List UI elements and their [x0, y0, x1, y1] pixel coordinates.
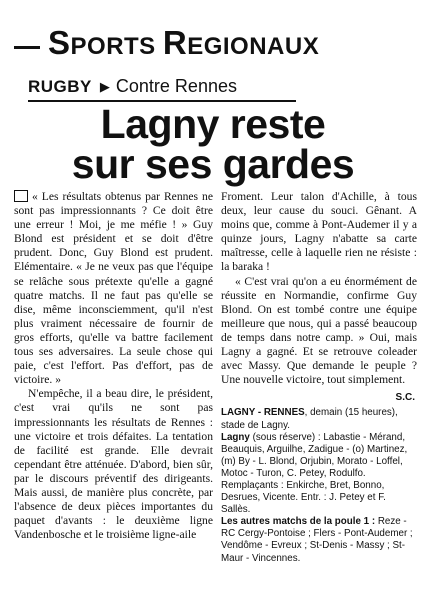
author-signature: S.C. — [395, 392, 415, 404]
headline-line-1: Lagny reste — [100, 101, 326, 147]
team-lineup: Lagny (sous réserve) : Labastie - Mérand, Beauquis, Arguilhe, Zadigue - (o) Martinez, (m) By - L. Blond, Orjubin, Morato - Loffel, Motoc - Turon, C. Petey, Rodulfo. Remplaçants : Enkirche, Bret, Bonno, Desrues, Vicente. Entr. : J. Petey et F. Sallès. — [221, 431, 408, 516]
article-paragraph: « Les résultats obtenus par Rennes ne sont pas impressionnants ? Ce doit être une erreur ! Moi, je me méfie ! » Guy Blond est président et se doit d'être prudent. Donc, Guy Blond est prudent. Elémentaire. « Je ne veux pas que l'équipe se relâche sous prétexte qu'elle a gagné quatre matchs. Il ne faut pas qu'elle se dise, même inconsciemment, qu'il n'est plus vraiment nécessaire de fournir de gros efforts, qu'elle va battre facilement tous ses adversaires. La seule chose qui paie, c'est l'effort. Pas d'effort, pas de victoire. » — [14, 190, 213, 387]
match-infobox — [221, 407, 417, 564]
kicker-subtitle: Contre Rennes — [115, 76, 237, 96]
article-column-right — [221, 190, 417, 565]
kicker — [28, 76, 296, 102]
headline-line-2: sur ses gardes — [71, 141, 355, 187]
article-paragraph: Froment. Leur talon d'Achille, à tous deux, leur cause du souci. Gênant. A moins que, comme à Pont-Audemer il y a quinze jours, Lagny n'abatte sa carte maîtresse, celle à laquelle rien ne résiste : la baraka ! — [221, 190, 417, 274]
headline — [22, 101, 404, 187]
square-bullet-icon — [14, 190, 28, 202]
kicker-sport: RUGBY — [28, 77, 92, 96]
article-paragraph: « C'est vrai qu'on a eu énormément de réussite en Normandie, confirme Guy Blond. On est tombé contre une équipe meilleure que nous, qui a passé beaucoup de temps dans notre camp. » Oui, mais Lagny a gagné. Et se retrouve coleader avec Massy. Que demande le peuple ? Une nouvelle victoire, tout simplement. — [221, 274, 417, 387]
header-rule — [14, 46, 40, 49]
section-title: SPORTS REGIONAUX — [48, 24, 320, 61]
section-header — [0, 22, 426, 66]
arrow-right-icon: ▶ — [99, 79, 110, 94]
match-info: LAGNY - RENNES, demain (15 heures), stade de Lagny. — [221, 407, 398, 431]
article-paragraph: N'empêche, il a beau dire, le président, c'est vrai qu'ils ne sont pas impressionnants les résultats de Rennes : une victoire et trois défaites. La tentation de facilité est grande. Elle devrait cependant être atténuée. D'abord, bien sûr, par le discours préventif des dirigeants. Mais aussi, de manière plus concrète, par l'absence de deux pièces importantes du paquet d'avants : le deuxième ligne Vandenbosche et le troisième ligne-aile — [14, 387, 213, 542]
other-matches: Les autres matchs de la poule 1 : Reze - RC Cergy-Pontoise ; Flers - Pont-Audemer ; Vendôme - Evreux ; St-Denis - Massy ; St-Maur - Vincennes. — [221, 516, 413, 564]
article-column-left — [14, 190, 213, 542]
